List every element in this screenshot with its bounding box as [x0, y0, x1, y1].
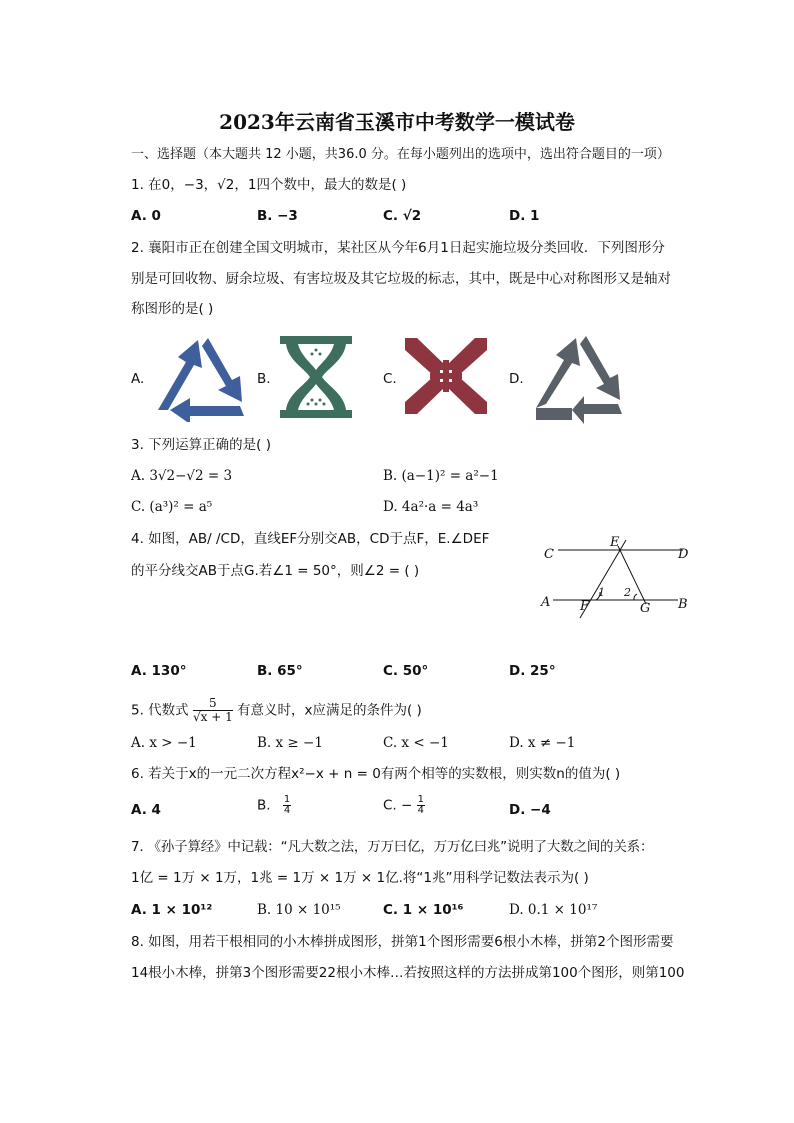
- label-b: B: [678, 597, 688, 612]
- question-4-line-2: 的平分线交AB于点G.若∠1 = 50°，则∠2 = ( ): [131, 563, 420, 579]
- q6-option-a[interactable]: A. 4: [131, 802, 161, 818]
- label-f: F: [580, 599, 590, 614]
- q2-option-c[interactable]: C.: [383, 371, 397, 387]
- q1-option-c[interactable]: C. √2: [383, 208, 422, 224]
- question-1-text: 1. 在0，−3，√2，1四个数中，最大的数是( ): [131, 177, 407, 193]
- q4-option-d[interactable]: D. 25°: [509, 663, 556, 679]
- question-7-line-1: 7. 《孙子算经》中记载：“凡大数之法，万万曰亿，万万亿曰兆”说明了大数之间的关系：: [131, 839, 654, 855]
- q5-option-c[interactable]: C. x < −1: [383, 735, 449, 751]
- q5-fraction: [193, 697, 233, 724]
- question-2-line-3: 称图形的是( ): [131, 301, 214, 317]
- label-d: D: [678, 547, 689, 562]
- q6-option-d[interactable]: D. −4: [509, 802, 551, 818]
- q6-b-denominator: 4: [283, 805, 291, 816]
- q6-option-c[interactable]: [383, 795, 425, 816]
- label-angle-1: 1: [598, 586, 605, 599]
- q5-option-a[interactable]: A. x > −1: [131, 735, 197, 751]
- q6-c-numerator: 1: [417, 794, 424, 805]
- q2-option-a[interactable]: A.: [131, 371, 145, 387]
- section-heading: 一、选择题（本大题共 12 小题，共36.0 分。在每小题列出的选项中，选出符合题目的一项）: [131, 147, 670, 162]
- q6-option-b-fraction: [283, 795, 291, 816]
- q6-b-numerator: 1: [283, 794, 291, 805]
- q7-option-d[interactable]: D. 0.1 × 10¹⁷: [509, 902, 598, 918]
- q2-option-d[interactable]: D.: [509, 371, 524, 387]
- hazardous-waste-icon: [403, 336, 489, 416]
- label-g: G: [640, 601, 651, 616]
- label-angle-2: 2: [624, 586, 631, 599]
- q1-option-a[interactable]: A. 0: [131, 208, 161, 224]
- q7-option-a[interactable]: A. 1 × 10¹²: [131, 902, 213, 918]
- q7-option-b[interactable]: B. 10 × 10¹⁵: [257, 902, 341, 918]
- q3-option-c[interactable]: C. (a³)² = a⁵: [131, 499, 213, 515]
- label-a: A: [541, 595, 551, 610]
- q6-option-c-label: C. −: [383, 797, 413, 814]
- recycle-symbol-icon: [150, 332, 250, 422]
- question-5-text: [131, 697, 422, 724]
- kitchen-waste-icon: [276, 332, 356, 422]
- question-8-line-2: 14根小木棒，拼第3个图形需要22根小木棒…若按照这样的方法拼成第100个图形，则第100: [131, 965, 685, 981]
- q1-option-b[interactable]: B. −3: [257, 208, 298, 224]
- q6-option-b-label: B.: [257, 797, 271, 814]
- parallel-lines-figure: [538, 532, 698, 622]
- q5-option-d[interactable]: D. x ≠ −1: [509, 735, 576, 751]
- q4-option-a[interactable]: A. 130°: [131, 663, 187, 679]
- question-3-text: 3. 下列运算正确的是( ): [131, 437, 271, 453]
- q1-option-d[interactable]: D. 1: [509, 208, 540, 224]
- question-6-text: 6. 若关于x的一元二次方程x²−x + n = 0有两个相等的实数根，则实数n的值为( ): [131, 766, 621, 782]
- q6-c-denominator: 4: [417, 805, 424, 816]
- q4-option-b[interactable]: B. 65°: [257, 663, 303, 679]
- other-waste-icon: [528, 330, 628, 424]
- label-e: E: [610, 535, 620, 550]
- q3-option-b[interactable]: B. (a−1)² = a²−1: [383, 468, 499, 484]
- q2-option-b[interactable]: B.: [257, 371, 271, 387]
- question-4-line-1: 4. 如图，AB/ /CD，直线EF分别交AB，CD于点F，E.∠DEF: [131, 531, 490, 547]
- label-c: C: [544, 547, 554, 562]
- q5-fraction-numerator: 5: [193, 697, 233, 711]
- q5-option-b[interactable]: B. x ≥ −1: [257, 735, 323, 751]
- q5-prefix: 5. 代数式: [131, 702, 189, 719]
- question-2-line-2: 别是可回收物、厨余垃圾、有害垃圾及其它垃圾的标志，其中，既是中心对称图形又是轴对: [131, 271, 671, 287]
- question-8-line-1: 8. 如图，用若干根相同的小木棒拼成图形，拼第1个图形需要6根小木棒，拼第2个图形需要: [131, 934, 674, 950]
- page-title: 2023年云南省玉溪市中考数学一模试卷: [219, 110, 575, 134]
- q6-option-b[interactable]: [257, 795, 291, 816]
- q6-option-c-fraction: [417, 795, 425, 816]
- q3-option-d[interactable]: D. 4a²·a = 4a³: [383, 499, 479, 515]
- q7-option-c[interactable]: C. 1 × 10¹⁶: [383, 902, 464, 918]
- q4-option-c[interactable]: C. 50°: [383, 663, 429, 679]
- q5-fraction-denominator: √x + 1: [192, 710, 233, 724]
- q3-option-a[interactable]: A. 3√2−√2 = 3: [131, 468, 233, 484]
- q5-suffix: 有意义时，x应满足的条件为( ): [237, 702, 422, 719]
- question-7-line-2: 1亿 = 1万 × 1万，1兆 = 1万 × 1万 × 1亿.将“1兆”用科学记数法表示为( ): [131, 870, 589, 886]
- question-2-line-1: 2. 襄阳市正在创建全国文明城市，某社区从今年6月1日起实施垃圾分类回收．下列图形分: [131, 240, 665, 256]
